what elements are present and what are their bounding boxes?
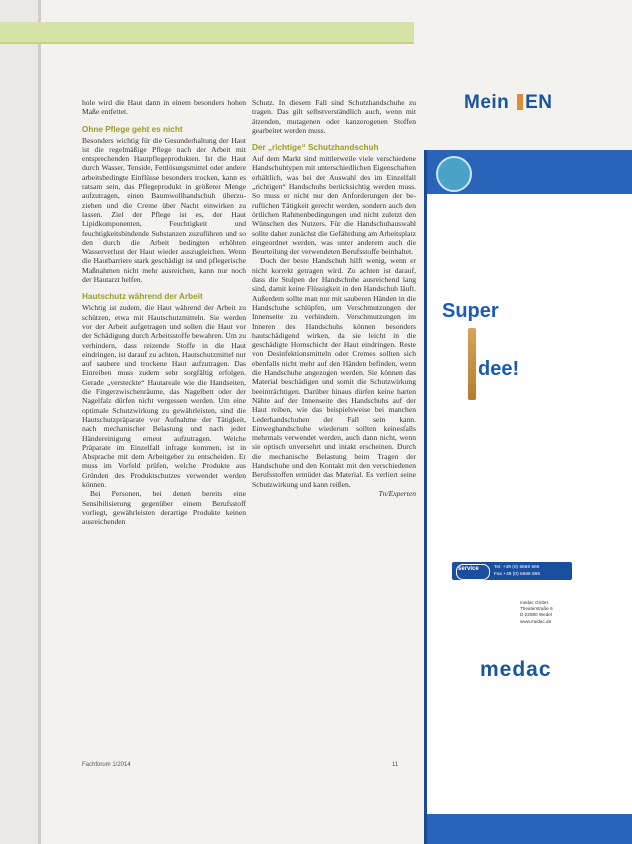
medac-logo: medac bbox=[480, 658, 552, 681]
address-line: Theaterstraße 6 bbox=[520, 606, 553, 612]
circle-icon bbox=[436, 156, 472, 192]
fax-number: Fax +49 (0) 5666 666 bbox=[494, 572, 541, 577]
address-line: medac GmbH bbox=[520, 600, 549, 605]
address-line: D-22880 Wedel bbox=[520, 612, 552, 618]
section-heading: Ohne Pflege geht es nicht bbox=[82, 124, 183, 134]
paragraph: Doch der beste Handschuh hilft wenig, wenn er nicht korrekt getragen wird. Zu achten ist darauf, dass die Stulpen der Handschuhe ausreichend lang sind, damit keine Flüssigkeit in den Handschuh läuft. Außerdem sollte man nur mit sauberen Händen in die Handschuhe schlüpfen, um Verschmutzungen der Innenseite zu verhindern. Verschmutzungen im Inneren des Handschuhs können besonders hautschädigend wirken, da sie leicht in die geschädigte Hornschicht der Haut eindringen. Reste von Desinfektionsmitteln oder Cremes sollten sich ebenfalls nicht mehr auf den Händen befinden, wenn die Handschuhe angezogen werden. Sie können das Material beschädigen und somit die Schutzwirkung beeinträchtigen. Darüber hinaus dürfen keine harten Nähte auf der Innenseite des Handschuhs auf der Haut reiben, wie das beispielsweise bei manchen Lederhandschuhen der Fall sein kann. Einweghandschuhe wiederum sollten keinesfalls mehrmals verwendet werden, auch dann nicht, wenn sie optisch unversehrt und intakt erscheinen. Durch die mechanische Belastung beim Tragen der Handschuhe und den Kontakt mit den verschiedenen Berufsstoffen ermüdet das Material. Es verliert seine Schutzwirkung und kann reißen. bbox=[252, 256, 416, 489]
company-address bbox=[520, 600, 553, 625]
advertisement bbox=[424, 0, 632, 844]
ad-blue-panel bbox=[424, 150, 632, 844]
page-gutter bbox=[0, 0, 38, 844]
paragraph: Besonders wichtig für die Gesunderhaltung der Haut ist die regelmäßige Pflege nach der Arbeit mit entsprechenden Hautpflegeprodukten. Ist die Haut durch Wasser, Tenside, Fettlösungsmittel oder andere arbeitsbedingte Einflüsse besonders trocken, kann es ratsam sein, das Pflegeprodukt in größerer Menge aufzutragen, einen Baumwollhandschuh überzuziehen und die Creme über Nacht einwirken zu lassen. Ziel der Pflege ist es, der Haut Lipidkomponenten, Feuchtigkeit und feuchtigkeitsbindende Substanzen zuzuführen und so den durch die Arbeit bedingten erhöhten Wasserverlust der Haut wieder auszugleichen. Wenn die Hautbarriere stark geschädigt ist und pflegerische Maßnahmen nicht mehr ausreichen, kann nur noch der Hautarzt helfen. bbox=[82, 135, 246, 285]
header-band bbox=[0, 22, 414, 42]
section-heading: Der „richtige“ Schutzhandschuh bbox=[252, 143, 379, 153]
logo-text-2: EN bbox=[525, 92, 553, 113]
logo-text: Mein bbox=[464, 92, 510, 113]
ad-headline-idee: dee! bbox=[478, 358, 520, 380]
page-number: 11 bbox=[392, 762, 399, 768]
ad-white-area bbox=[424, 194, 632, 814]
paragraph: hole wird die Haut dann in einem besonders hohen Maße entfettet. bbox=[82, 98, 246, 117]
pen-icon bbox=[517, 94, 523, 110]
phone-number: Tel. +49 (0) 5666 666 bbox=[494, 565, 540, 570]
page-fold bbox=[38, 0, 41, 844]
ad-panel-edge bbox=[424, 150, 427, 844]
section-heading: Hautschutz während der Arbeit bbox=[82, 292, 203, 302]
paragraph: Schutz. In diesem Fall sind Schutzhandschuhe zu tragen. Das gilt selbstverständlich auch, wenn mit ätzenden, mutagenen oder kanzerogenen Stoffen gearbeitet werden muss. bbox=[252, 98, 416, 135]
footer-publication: Fachforum 1/2014 bbox=[82, 762, 131, 768]
pen-image bbox=[468, 328, 476, 400]
article-column-right bbox=[252, 98, 416, 498]
author-credit: Tn/Experten bbox=[378, 488, 416, 498]
mein-pen-logo bbox=[464, 92, 552, 114]
paragraph: Auf dem Markt sind mittlerweile viele verschiedene Handschuhtypen mit unterschiedlichen Eigenschaften erhältlich, was bei der Auswahl des im Einzelfall „richtigen“ Handschuhs berücksichtig werden muss. So muss er nicht nur den Anforderungen der beruflichen Tätigkeit gerecht werden, sondern auch den örtlichen Rahmenbedingungen und nicht zuletzt den Wünschen des Nutzers. Für die Handschuhauswahl sollte daher zunächst die Gefährdung am Arbeitsplatz eingeordnet werden, was unter anderem auch die Beurteilung der verwendeten Berufsstoffe beinhaltet. bbox=[252, 154, 416, 257]
article-column-left bbox=[82, 98, 246, 526]
website-link[interactable]: www.medac.de bbox=[520, 618, 552, 624]
ad-headline-super: Super bbox=[442, 300, 499, 322]
header-band-line bbox=[0, 42, 414, 44]
paragraph: Bei Personen, bei denen bereits eine Sensibilisierung gegenüber einem Berufsstoff vorliegt, gewährleisten derartige Produkte keinen ausreichenden bbox=[82, 489, 246, 527]
paragraph: Wichtig ist zudem, die Haut während der Arbeit zu schützen, etwa mit Hautschutzmitteln. Sie werden vor der Arbeit aufgetragen und sollen die Haut vor der Schädigung durch Arbeitsstoffe bewahren. Um zu verhindern, dass reizende Stoffe in die Haut eindringen, ist darauf zu achten, Hautschutzmittel nur auf saubere und trockene Haut aufzutragen. Das Einreiben muss zudem sehr sorgfältig erfolgen. Gerade „versteckte“ Hautareale wie die Handseiten, die Fingerzwischenräume, das Nagelbett oder der Nagelfalz dürfen nicht vergessen werden. Um eine optimale Schutzwirkung zu gewährleisten, sind die Hautschutzpräparate vor Aufnahme der Tätigkeit, nach mechanischer Belastung und nach jeder Händereinigung erneut aufzutragen. Welche Präparate im Einzelfall infrage kommen, ist in Absprache mit dem Arbeitgeber zu entscheiden. Er muss im Vorfeld prüfen, welche Produkte aus Gründen des Produktschutzes verwendet werden können. bbox=[82, 303, 246, 489]
service-contact-box bbox=[452, 562, 572, 580]
service-badge: service bbox=[456, 564, 490, 580]
